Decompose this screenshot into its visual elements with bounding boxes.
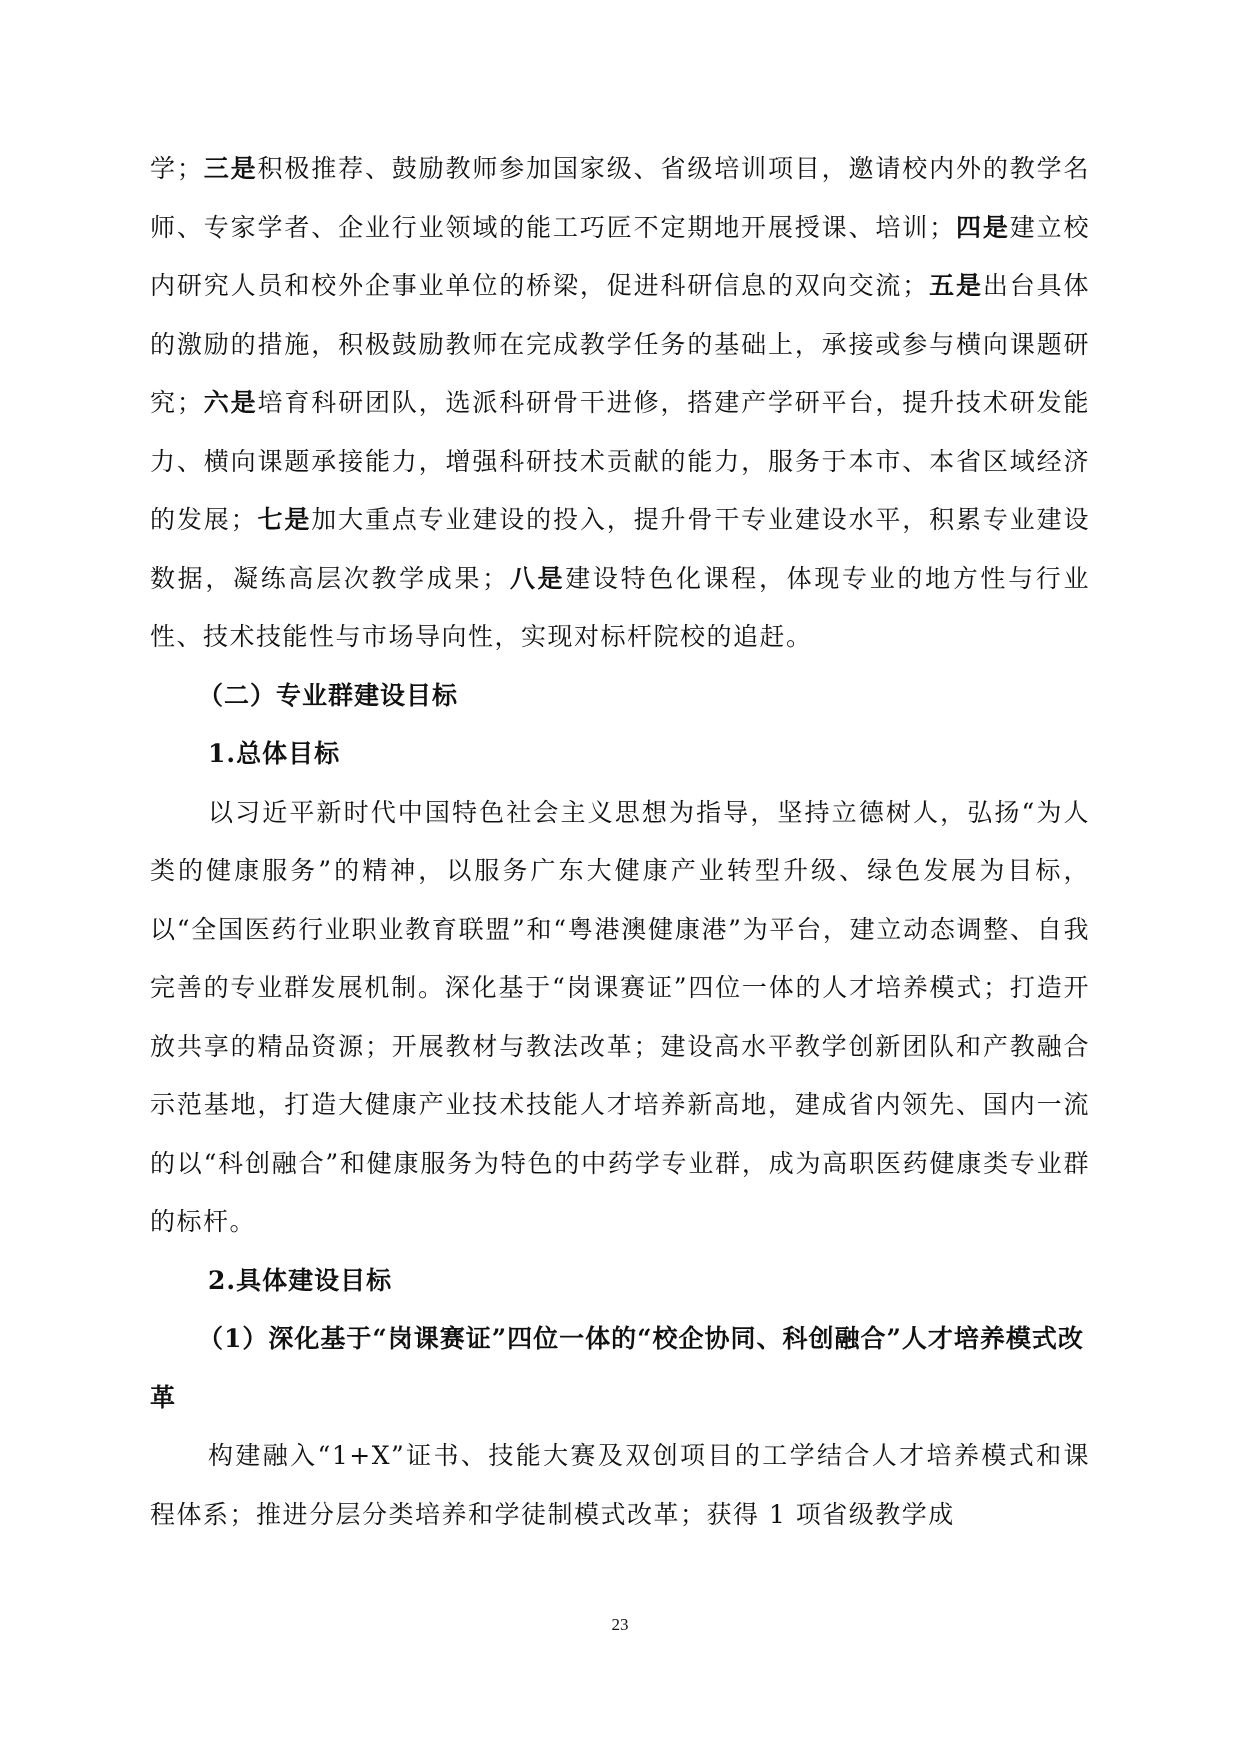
overall-goal-paragraph: 以习近平新时代中国特色社会主义思想为指导，坚持立德树人，弘扬“为人类的健康服务”的精神，以服务广东大健康产业转型升级、绿色发展为目标，以“全国医药行业职业教育联盟”和“粤港澳健康港”为平台，建立动态调整、自我完善的专业群发展机制。深化基于“岗课赛证”四位一体的人才培养模式；打造开放共享的精品资源；开展教材与教法改革；建设高水平教学创新团队和产教融合示范基地，打造大健康产业技术技能人才培养新高地，建成省内领先、国内一流的以“科创融合”和健康服务为特色的中药学专业群，成为高职医药健康类专业群的标杆。 — [150, 797, 1090, 1236]
reform-paragraph: 构建融入“1+X”证书、技能大赛及双创项目的工学结合人才培养模式和课程体系；推进分层分类培养和学徒制模式改革；获得 1 项省级教学成 — [150, 1441, 1090, 1529]
lead-phrase-three: 三是 — [203, 154, 258, 183]
text-segment: 建立校内研究人员和校外企事业单位的桥梁，促进科研信息的双向交流； — [150, 212, 1090, 300]
text-segment: 培育科研团队，选派科研骨干进修，搭建产学研平台，提升技术研发能力、横向课题承接能力，增强科研技术贡献的能力，服务于本市、本省区域经济的发展； — [150, 388, 1090, 534]
page-number: 23 — [611, 1615, 629, 1634]
text-segment: 学； — [150, 154, 204, 183]
text-segment: 积极推荐、鼓励教师参加国家级、省级培训项目，邀请校内外的教学名师、专家学者、企业行业领域的能工巧匠不定期地开展授课、培训； — [150, 154, 1090, 242]
specific-goals-heading: 2.具体建设目标 — [208, 1265, 393, 1295]
continuation-paragraph — [150, 140, 1090, 667]
subsection-heading: （1）深化基于“岗课赛证”四位一体的“校企协同、科创融合”人才培养模式改革 — [150, 1324, 1084, 1412]
text-segment: 出台具体的激励的措施，积极鼓励教师在完成教学任务的基础上，承接或参与横向课题研究； — [150, 271, 1090, 417]
lead-phrase-six: 六是 — [203, 388, 258, 417]
lead-phrase-four: 四是 — [955, 212, 1010, 242]
lead-phrase-eight: 八是 — [508, 563, 566, 593]
section-heading: （二）专业群建设目标 — [198, 680, 459, 710]
lead-phrase-seven: 七是 — [257, 505, 312, 534]
lead-phrase-five: 五是 — [928, 271, 983, 300]
overall-goal-heading: 1.总体目标 — [208, 739, 341, 768]
text-segment: 加大重点专业建设的投入，提升骨干专业建设水平，积累专业建设数据，凝练高层次教学成果； — [150, 505, 1090, 593]
text-segment: 建设特色化课程，体现专业的地方性与行业性、技术技能性与市场导向性，实现对标杆院校的追赶。 — [150, 563, 1090, 651]
page-content — [150, 140, 1090, 1544]
